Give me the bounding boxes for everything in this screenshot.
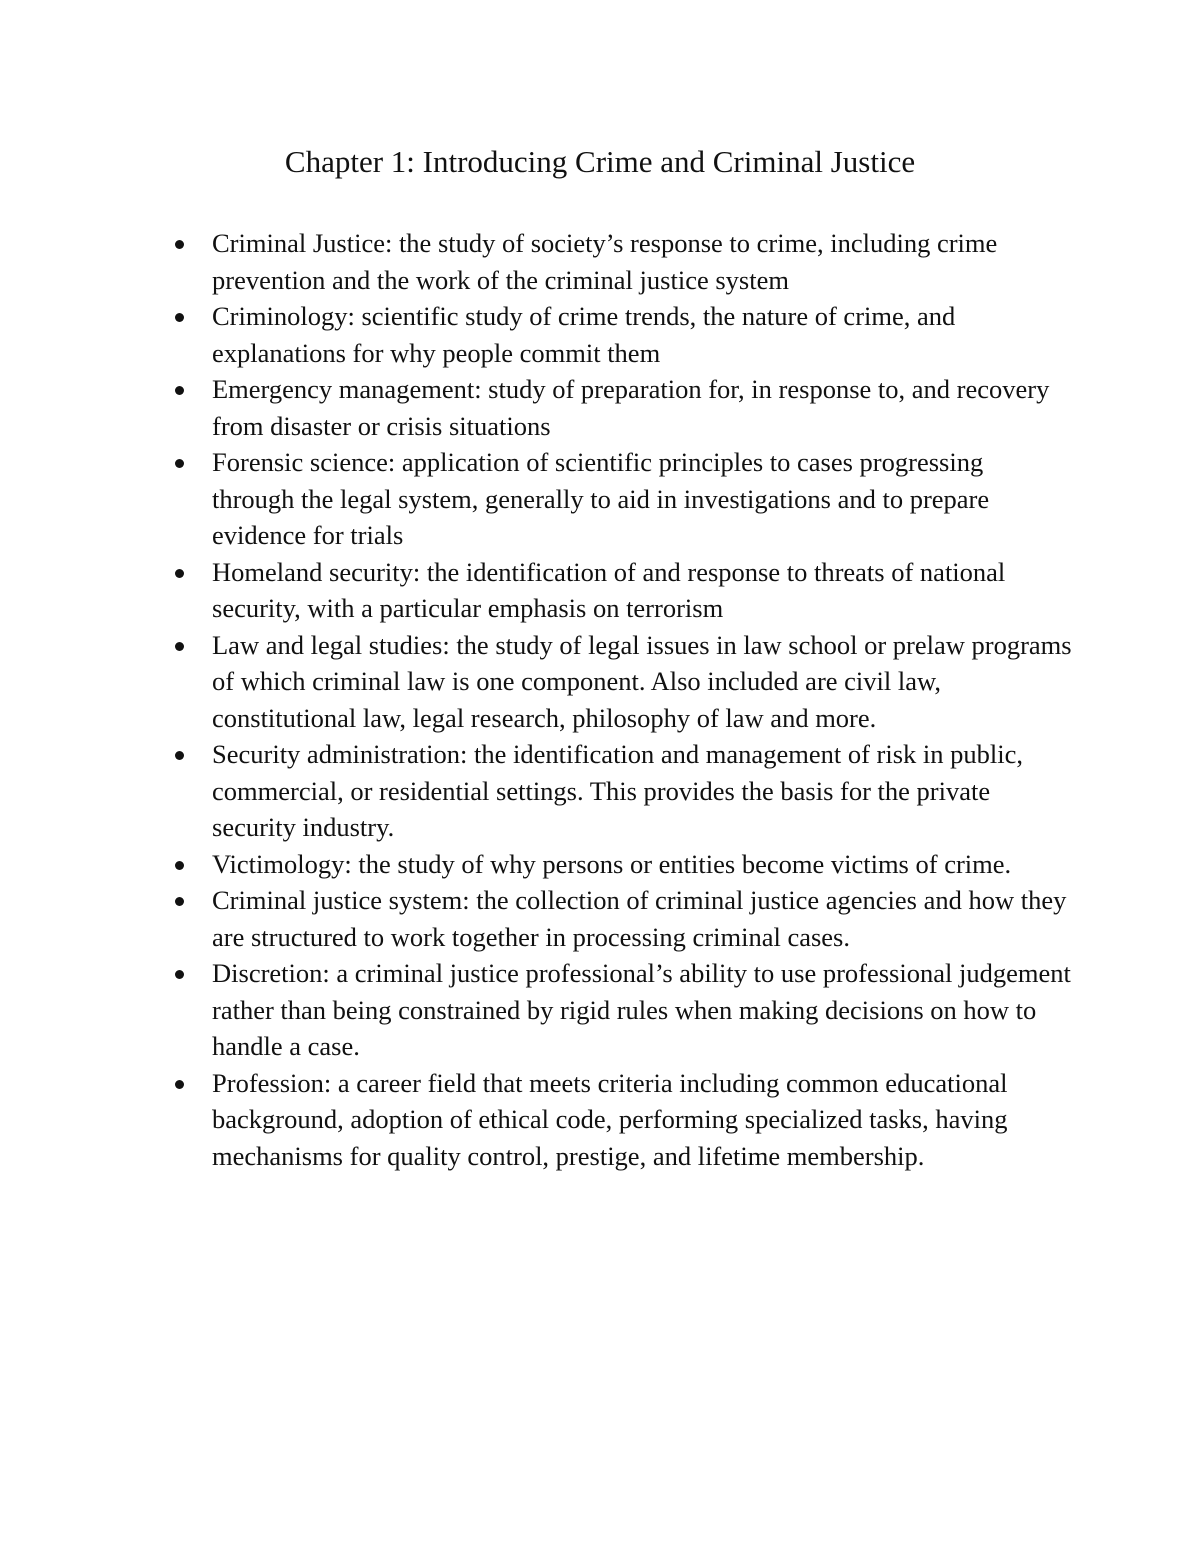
list-item bbox=[212, 882, 1072, 955]
list-item-text: Victimology: the study of why persons or entities become victims of crime. bbox=[212, 848, 1012, 879]
list-item-text: Criminal justice system: the collection of criminal justice agencies and how they are structured to work together in processing criminal cases. bbox=[212, 885, 1067, 952]
bullet-icon bbox=[175, 386, 184, 395]
list-item-text: Homeland security: the identification of and response to threats of national security, with a particular emphasis on terrorism bbox=[212, 556, 1006, 623]
list-item-text: Discretion: a criminal justice professional’s ability to use professional judgement rather than being constrained by rigid rules when making decisions on how to handle a case. bbox=[212, 958, 1071, 1061]
list-item-text: Law and legal studies: the study of legal issues in law school or prelaw programs of which criminal law is one component. Also included are civil law, constitutional law, legal research, philosophy of law and more. bbox=[212, 629, 1072, 733]
list-item bbox=[212, 371, 1072, 444]
bullet-icon bbox=[175, 970, 184, 979]
list-item bbox=[212, 554, 1072, 627]
list-item bbox=[212, 955, 1072, 1065]
list-item bbox=[212, 736, 1072, 846]
bullet-icon bbox=[175, 897, 184, 906]
definition-list bbox=[212, 225, 1072, 1174]
list-item-text: Criminal Justice: the study of society’s response to crime, including crime prevention and the work of the criminal justice system bbox=[212, 228, 998, 295]
list-item bbox=[212, 298, 1072, 371]
list-item bbox=[212, 627, 1072, 737]
bullet-icon bbox=[175, 313, 184, 322]
list-item-text: Profession: a career field that meets criteria including common educational background, adoption of ethical code, performing specialized tasks, having mechanisms for quality control, prestige, and lifetime membership. bbox=[212, 1067, 1008, 1171]
bullet-icon bbox=[175, 642, 184, 651]
list-item-text: Forensic science: application of scientific principles to cases progressing through the legal system, generally to aid in investigations and to prepare evidence for trials bbox=[212, 447, 990, 550]
list-item bbox=[212, 1065, 1072, 1175]
bullet-icon bbox=[175, 459, 184, 468]
page-title: Chapter 1: Introducing Crime and Criminal Justice bbox=[284, 144, 916, 179]
list-item bbox=[212, 444, 1072, 554]
bullet-icon bbox=[175, 569, 184, 578]
list-item bbox=[212, 225, 1072, 298]
bullet-icon bbox=[175, 751, 184, 760]
list-item-text: Criminology: scientific study of crime trends, the nature of crime, and explanations for why people commit them bbox=[212, 301, 956, 368]
bullet-icon bbox=[175, 861, 184, 870]
bullet-icon bbox=[175, 1080, 184, 1089]
list-item-text: Security administration: the identification and management of risk in public, commercial, or residential settings. This provides the basis for the private security industry. bbox=[212, 739, 1023, 842]
bullet-icon bbox=[175, 240, 184, 249]
list-item bbox=[212, 846, 1072, 883]
list-item-text: Emergency management: study of preparation for, in response to, and recovery from disaster or crisis situations bbox=[212, 374, 1050, 441]
